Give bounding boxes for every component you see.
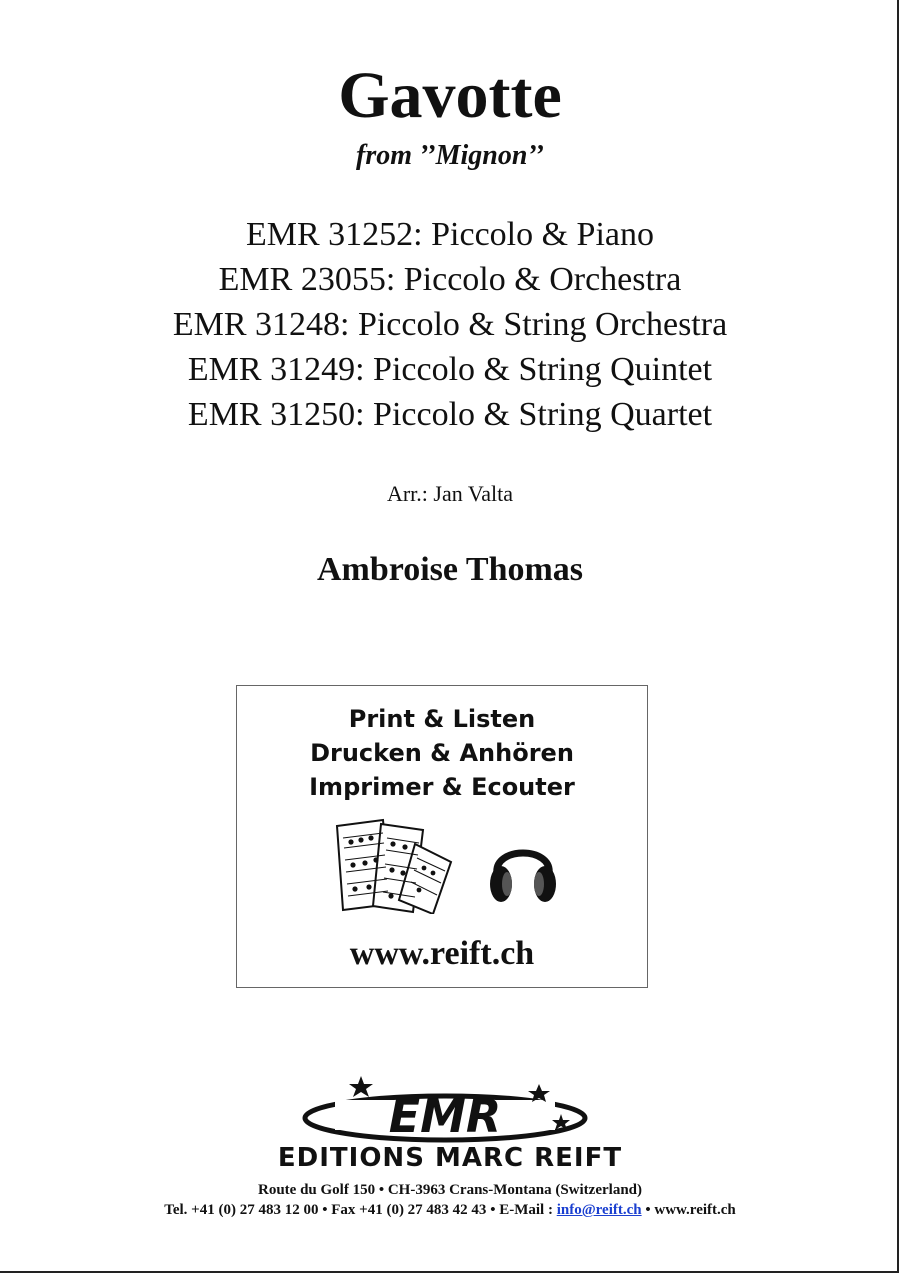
website: www.reift.ch bbox=[654, 1202, 736, 1218]
headphones-icon bbox=[487, 828, 559, 908]
phone-number: Tel. +41 (0) 27 483 12 00 bbox=[164, 1202, 319, 1218]
print-listen-box bbox=[236, 685, 648, 988]
emr-logo bbox=[295, 1070, 595, 1150]
composer-name: Ambroise Thomas bbox=[316, 551, 584, 588]
page-subtitle: from ’’Mignon’’ bbox=[356, 140, 544, 171]
edition-item: EMR 31248: Piccolo & String Orchestra bbox=[172, 306, 728, 343]
promo-line-en: Print & Listen bbox=[348, 705, 536, 733]
sheet-music-icon bbox=[329, 818, 457, 914]
publisher-address: Route du Golf 150 • CH-3963 Crans-Montana (Switzerland) bbox=[258, 1182, 642, 1198]
publisher-contact: Tel. +41 (0) 27 483 12 00 • Fax +41 (0) 27 483 42 43 • E-Mail : info@reift.ch • www.reift.ch bbox=[164, 1202, 736, 1218]
edition-item: EMR 31250: Piccolo & String Quartet bbox=[187, 396, 713, 433]
edition-list bbox=[0, 212, 900, 437]
edition-item: EMR 31249: Piccolo & String Quintet bbox=[187, 351, 713, 388]
arranger-credit: Arr.: Jan Valta bbox=[386, 481, 514, 506]
publisher-name: EDITIONS MARC REIFT bbox=[277, 1143, 623, 1173]
email-label: E-Mail : bbox=[499, 1202, 553, 1218]
edition-item: EMR 31252: Piccolo & Piano bbox=[246, 216, 654, 253]
promo-line-fr: Imprimer & Ecouter bbox=[309, 773, 575, 801]
promo-url: www.reift.ch bbox=[349, 935, 535, 972]
logo-text: EMR bbox=[388, 1089, 502, 1143]
fax-number: Fax +41 (0) 27 483 42 43 bbox=[331, 1202, 487, 1218]
page-title: Gavotte bbox=[338, 59, 562, 132]
email-link[interactable]: info@reift.ch bbox=[556, 1202, 642, 1218]
edition-item: EMR 23055: Piccolo & Orchestra bbox=[218, 261, 682, 298]
promo-line-de: Drucken & Anhören bbox=[310, 739, 574, 767]
